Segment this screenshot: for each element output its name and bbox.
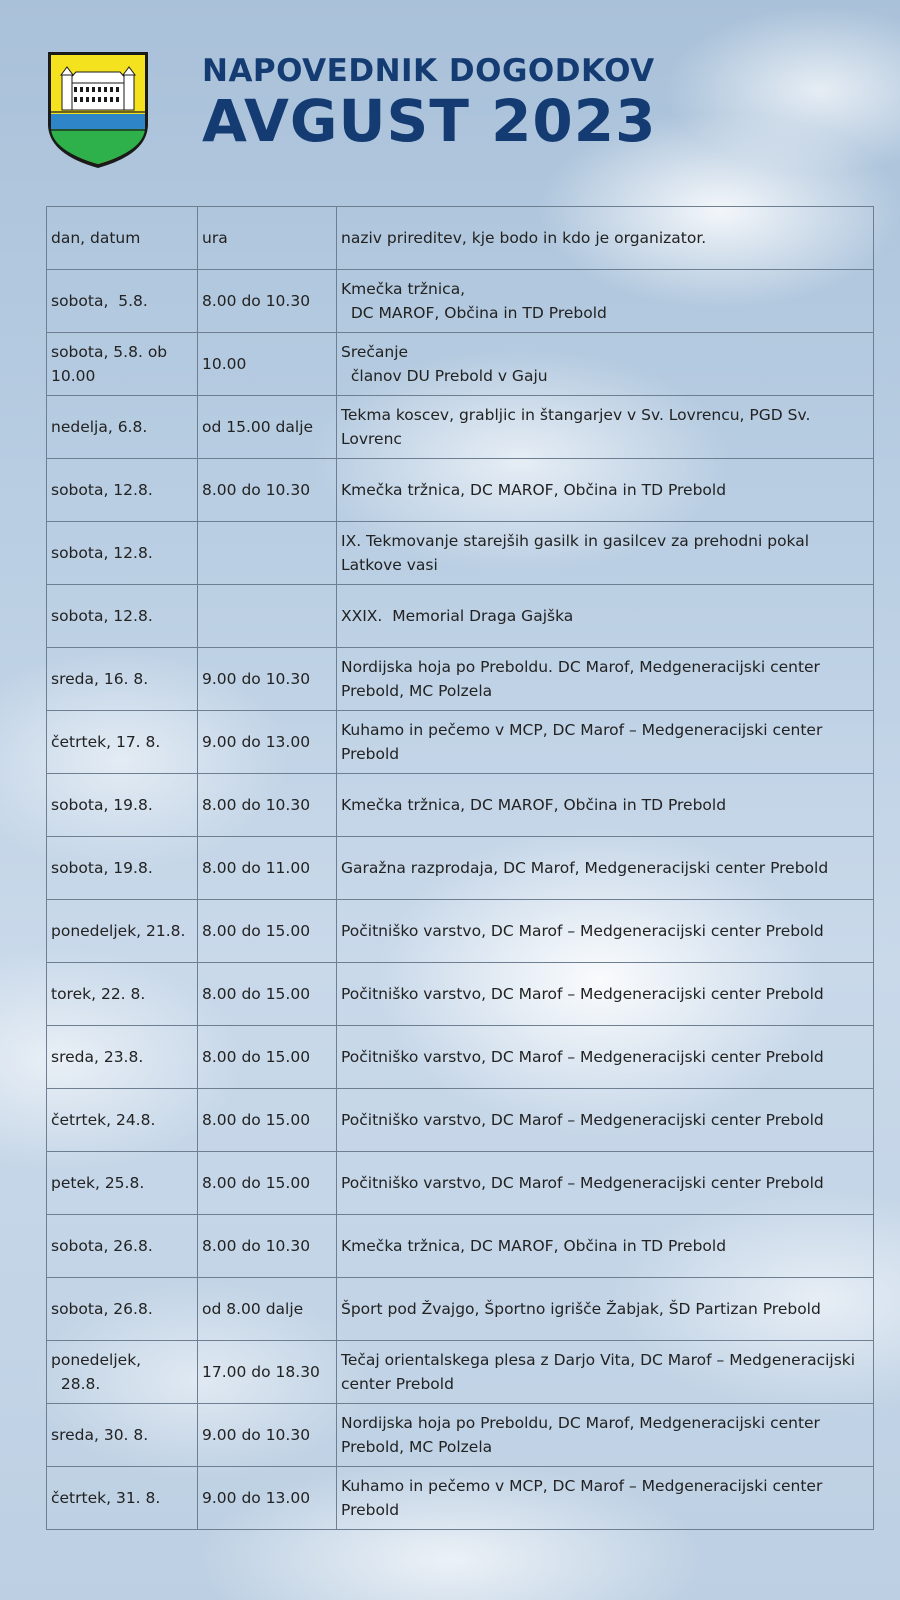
cell-time: 9.00 do 13.00 [198, 1467, 337, 1530]
cell-time [198, 522, 337, 585]
cell-event: Kmečka tržnica, DC MAROF, Občina in TD Prebold [337, 270, 874, 333]
table-row [47, 585, 874, 648]
header-event: naziv prireditev, kje bodo in kdo je organizator. [337, 207, 874, 270]
table-row [47, 900, 874, 963]
cell-date: ponedeljek, 28.8. [47, 1341, 198, 1404]
cell-date: sobota, 26.8. [47, 1215, 198, 1278]
cell-date: četrtek, 17. 8. [47, 711, 198, 774]
table-row [47, 396, 874, 459]
table-row [47, 648, 874, 711]
cell-time: 8.00 do 11.00 [198, 837, 337, 900]
cell-date: sobota, 12.8. [47, 522, 198, 585]
cell-event: Počitniško varstvo, DC Marof – Medgeneracijski center Prebold [337, 900, 874, 963]
cell-date: torek, 22. 8. [47, 963, 198, 1026]
cell-event: Kmečka tržnica, DC MAROF, Občina in TD Prebold [337, 459, 874, 522]
cell-event: Kmečka tržnica, DC MAROF, Občina in TD Prebold [337, 774, 874, 837]
cell-time: od 8.00 dalje [198, 1278, 337, 1341]
cell-time: 8.00 do 10.30 [198, 1215, 337, 1278]
cell-event: Počitniško varstvo, DC Marof – Medgeneracijski center Prebold [337, 1152, 874, 1215]
cell-date: nedelja, 6.8. [47, 396, 198, 459]
cell-date: sobota, 5.8. ob 10.00 [47, 333, 198, 396]
table-row [47, 1215, 874, 1278]
cell-event: Tečaj orientalskega plesa z Darjo Vita, DC Marof – Medgeneracijski center Prebold [337, 1341, 874, 1404]
table-row [47, 522, 874, 585]
cell-event: Kmečka tržnica, DC MAROF, Občina in TD Prebold [337, 1215, 874, 1278]
table-row [47, 837, 874, 900]
cell-time: 9.00 do 13.00 [198, 711, 337, 774]
cell-event: Garažna razprodaja, DC Marof, Medgeneracijski center Prebold [337, 837, 874, 900]
table-row [47, 1026, 874, 1089]
cell-date: sobota, 19.8. [47, 837, 198, 900]
cell-date: sobota, 12.8. [47, 585, 198, 648]
cell-event: IX. Tekmovanje starejših gasilk in gasilcev za prehodni pokal Latkove vasi [337, 522, 874, 585]
cell-date: ponedeljek, 21.8. [47, 900, 198, 963]
table-row [47, 333, 874, 396]
coat-of-arms-icon [46, 50, 150, 170]
cell-event: Nordijska hoja po Preboldu, DC Marof, Medgeneracijski center Prebold, MC Polzela [337, 1404, 874, 1467]
cell-date: četrtek, 31. 8. [47, 1467, 198, 1530]
cell-time: 9.00 do 10.30 [198, 648, 337, 711]
table-row [47, 1278, 874, 1341]
cell-date: petek, 25.8. [47, 1152, 198, 1215]
cell-time: 17.00 do 18.30 [198, 1341, 337, 1404]
cell-date: sobota, 12.8. [47, 459, 198, 522]
table-row [47, 1341, 874, 1404]
cell-time: 8.00 do 10.30 [198, 774, 337, 837]
table-row [47, 1404, 874, 1467]
cell-time [198, 585, 337, 648]
cell-time: 8.00 do 15.00 [198, 1026, 337, 1089]
cell-time: 8.00 do 15.00 [198, 1152, 337, 1215]
cell-event: Počitniško varstvo, DC Marof – Medgeneracijski center Prebold [337, 1026, 874, 1089]
cell-time: 10.00 [198, 333, 337, 396]
cell-date: sobota, 19.8. [47, 774, 198, 837]
header-time: ura [198, 207, 337, 270]
table-row [47, 1089, 874, 1152]
title-line-2: AVGUST 2023 [202, 87, 657, 155]
table-row [47, 1152, 874, 1215]
title-line-1: NAPOVEDNIK DOGODKOV [202, 53, 655, 89]
page-title [202, 52, 657, 155]
cell-time: 8.00 do 15.00 [198, 1089, 337, 1152]
cell-date: sobota, 26.8. [47, 1278, 198, 1341]
cell-date: sreda, 23.8. [47, 1026, 198, 1089]
table-header-row [47, 207, 874, 270]
cell-event: Tekma koscev, grabljic in štangarjev v Sv. Lovrencu, PGD Sv. Lovrenc [337, 396, 874, 459]
cell-time: od 15.00 dalje [198, 396, 337, 459]
cell-time: 8.00 do 15.00 [198, 900, 337, 963]
table-row [47, 1467, 874, 1530]
cell-time: 8.00 do 10.30 [198, 459, 337, 522]
cell-event: Nordijska hoja po Preboldu. DC Marof, Medgeneracijski center Prebold, MC Polzela [337, 648, 874, 711]
cell-event: Šport pod Žvajgo, Športno igrišče Žabjak, ŠD Partizan Prebold [337, 1278, 874, 1341]
cell-date: sobota, 5.8. [47, 270, 198, 333]
cell-date: četrtek, 24.8. [47, 1089, 198, 1152]
table-row [47, 459, 874, 522]
cell-event: Srečanje članov DU Prebold v Gaju [337, 333, 874, 396]
cell-event: Počitniško varstvo, DC Marof – Medgeneracijski center Prebold [337, 963, 874, 1026]
cell-time: 8.00 do 10.30 [198, 270, 337, 333]
table-row [47, 774, 874, 837]
table-row [47, 963, 874, 1026]
table-row [47, 270, 874, 333]
cell-date: sreda, 16. 8. [47, 648, 198, 711]
cell-date: sreda, 30. 8. [47, 1404, 198, 1467]
cell-time: 8.00 do 15.00 [198, 963, 337, 1026]
cell-event: XXIX. Memorial Draga Gajška [337, 585, 874, 648]
cell-event: Počitniško varstvo, DC Marof – Medgeneracijski center Prebold [337, 1089, 874, 1152]
cell-event: Kuhamo in pečemo v MCP, DC Marof – Medgeneracijski center Prebold [337, 711, 874, 774]
events-table [46, 206, 874, 1530]
cell-event: Kuhamo in pečemo v MCP, DC Marof – Medgeneracijski center Prebold [337, 1467, 874, 1530]
header-date: dan, datum [47, 207, 198, 270]
table-row [47, 711, 874, 774]
cell-time: 9.00 do 10.30 [198, 1404, 337, 1467]
